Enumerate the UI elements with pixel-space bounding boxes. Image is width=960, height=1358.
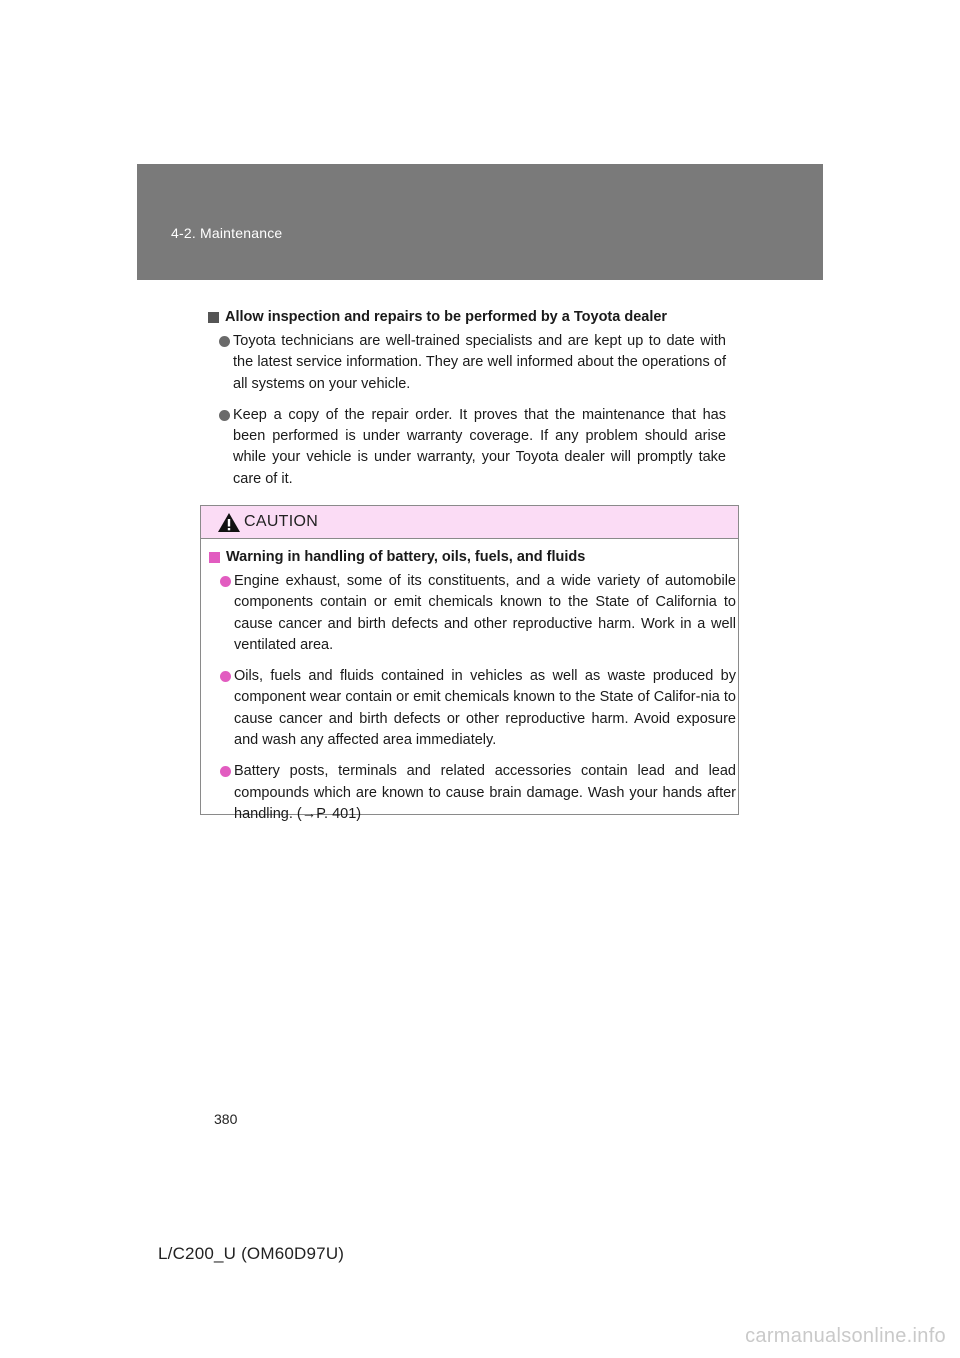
list-item bbox=[209, 666, 736, 751]
circle-bullet-icon bbox=[220, 766, 231, 777]
circle-bullet-icon bbox=[220, 671, 231, 682]
list-item bbox=[208, 405, 726, 490]
square-bullet-icon bbox=[208, 312, 219, 323]
list-item-text: Oils, fuels and fluids contained in vehicles as well as waste produced by component wear contain or emit chemicals known to the State of Califor-nia to cause cancer and birth defects or other reproductive harm. Avoid exposure and wash any affected area immediately. bbox=[234, 668, 736, 749]
list-item bbox=[208, 331, 726, 395]
list-item bbox=[209, 761, 736, 825]
caution-body bbox=[209, 546, 736, 835]
section-heading-text: Allow inspection and repairs to be performed by a Toyota dealer bbox=[225, 309, 668, 325]
caution-title: CAUTION bbox=[244, 513, 319, 530]
caution-box bbox=[200, 505, 739, 822]
manual-code: L/C200_U (OM60D97U) bbox=[158, 1244, 345, 1263]
list-item-text: Engine exhaust, some of its constituents, and a wide variety of automobile components contain or emit chemicals known to the State of California to cause cancer and birth defects and other reproductive harm. Work in a well ventilated area. bbox=[234, 573, 736, 653]
section-title: 4-2. Maintenance bbox=[171, 225, 283, 241]
circle-bullet-icon bbox=[220, 576, 231, 587]
header-bar bbox=[137, 164, 823, 280]
list-item-text: Battery posts, terminals and related accessories contain lead and lead compounds which are known to cause brain damage. Wash your hands after handling. (→P. 401) bbox=[234, 763, 736, 822]
section-heading bbox=[208, 306, 726, 328]
square-bullet-icon bbox=[209, 552, 220, 563]
caution-heading bbox=[209, 546, 736, 568]
list-item bbox=[209, 571, 736, 656]
page-number: 380 bbox=[214, 1111, 238, 1127]
caution-heading-text: Warning in handling of battery, oils, fuels, and fluids bbox=[226, 549, 586, 565]
warning-triangle-icon bbox=[217, 512, 241, 533]
watermark: carmanualsonline.info bbox=[745, 1325, 946, 1347]
circle-bullet-icon bbox=[219, 410, 230, 421]
list-item-text: Toyota technicians are well-trained specialists and are kept up to date with the latest service information. They are well informed about the operations of all systems on your vehicle. bbox=[233, 333, 726, 392]
caution-header bbox=[201, 506, 738, 539]
main-content bbox=[208, 306, 726, 500]
circle-bullet-icon bbox=[219, 336, 230, 347]
list-item-text: Keep a copy of the repair order. It proves that the maintenance that has been performed is under warranty coverage. If any problem should arise while your vehicle is under warranty, your Toyota dealer will promptly take care of it. bbox=[233, 406, 726, 487]
